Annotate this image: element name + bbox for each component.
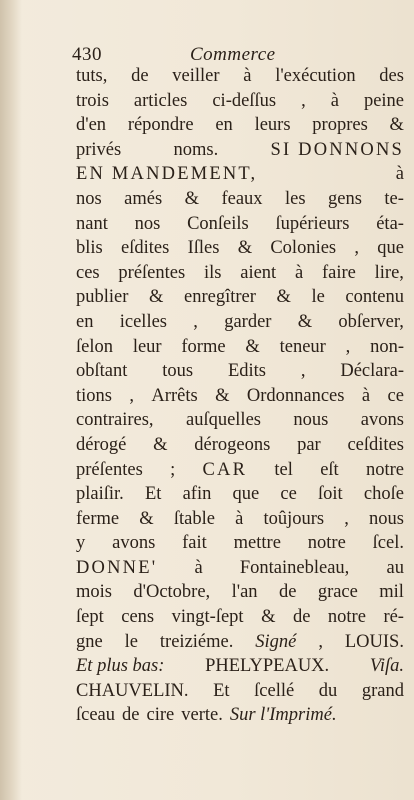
word: garder — [224, 311, 272, 332]
text-line — [76, 335, 404, 360]
word: privés — [76, 139, 122, 160]
word: veiller — [172, 66, 220, 86]
word: & — [297, 311, 313, 332]
word: ré- — [383, 607, 404, 628]
word: Et — [213, 680, 230, 701]
word: de — [122, 705, 140, 726]
word: articles — [133, 90, 188, 111]
word: , — [193, 311, 198, 332]
word: Colonies — [270, 238, 337, 259]
word: à — [294, 262, 304, 283]
word: nous — [293, 410, 329, 431]
word: leur — [132, 336, 162, 357]
word: propres — [312, 115, 368, 136]
word: l'an — [231, 582, 258, 603]
word: ſoit — [318, 484, 343, 505]
word: teneur — [279, 336, 326, 357]
text-line — [76, 162, 404, 187]
word: Sur l'Imprimé. — [229, 705, 337, 726]
word: & — [153, 434, 168, 455]
word: cens — [121, 607, 155, 628]
word: , — [129, 385, 135, 406]
word: Et — [144, 484, 162, 505]
word: à — [361, 385, 371, 406]
word: Ordonnances — [246, 385, 345, 406]
word: notre — [307, 533, 346, 554]
word: mois — [76, 582, 112, 603]
word: Iſles — [187, 238, 220, 259]
word: afin — [182, 484, 212, 505]
word: & — [215, 385, 230, 406]
word: fait — [182, 533, 207, 554]
word: CAR — [202, 459, 248, 480]
word: tions — [76, 385, 112, 406]
word: verte. — [181, 705, 223, 726]
page-gutter-shadow — [0, 0, 22, 800]
word: ſept — [76, 607, 104, 628]
word: , — [354, 238, 360, 259]
text-line — [76, 679, 404, 704]
word: , — [318, 631, 323, 652]
word: choſe — [363, 484, 404, 505]
word: , — [344, 508, 349, 529]
word: obſtant — [76, 361, 128, 382]
word: & — [245, 336, 260, 357]
word: publier — [76, 287, 129, 308]
word: vingt-ſept — [171, 607, 244, 628]
word: dérogeons — [194, 434, 271, 455]
word: en — [215, 115, 233, 136]
word: préſentes — [118, 262, 186, 283]
word: auſquelles — [185, 410, 261, 431]
word: au — [386, 557, 404, 578]
word: tuts, — [76, 66, 108, 86]
word: à — [243, 66, 252, 86]
word: feaux — [221, 188, 263, 209]
word: EN MANDEMENT, — [76, 164, 258, 185]
word: grand — [361, 680, 404, 701]
word: CHAUVELIN. — [76, 680, 189, 701]
word: en — [76, 311, 94, 332]
word: ce — [280, 484, 297, 505]
word: à — [235, 508, 244, 529]
word: trois — [76, 90, 109, 111]
word: ils — [203, 262, 222, 283]
word: les — [285, 188, 306, 209]
page-number: 430 — [72, 44, 102, 65]
text-line — [76, 187, 404, 212]
word: notre — [365, 459, 404, 480]
word: Fontainebleau, — [239, 557, 350, 578]
word: & — [139, 508, 154, 529]
word: mettre — [233, 533, 281, 554]
word: plaiſir. — [76, 484, 124, 505]
word: & — [389, 115, 404, 136]
word: le — [124, 631, 138, 652]
word: contenu — [345, 287, 404, 308]
text-line — [76, 433, 404, 458]
word: avons — [360, 410, 404, 431]
text-line — [76, 384, 404, 409]
word: préſentes — [76, 459, 143, 480]
text-line — [76, 458, 404, 483]
word: ces — [76, 262, 100, 283]
text-line — [76, 89, 404, 114]
text-line — [76, 310, 404, 335]
word: dérogé — [76, 434, 127, 455]
word: ſelon — [76, 336, 113, 357]
word: , — [345, 336, 351, 357]
word: peine — [363, 90, 404, 111]
word: Arrêts — [151, 385, 198, 406]
word: gne — [76, 631, 103, 652]
word: ferme — [76, 508, 120, 529]
word: & — [261, 607, 276, 628]
word: DONNE' — [76, 557, 158, 578]
word: d'en — [76, 115, 107, 136]
text-line — [76, 138, 404, 163]
word: , — [300, 361, 306, 382]
word: éta- — [376, 213, 404, 234]
text-line — [76, 482, 404, 507]
text-line — [76, 507, 404, 532]
word: ceſdites — [347, 434, 404, 455]
word: ; — [170, 459, 176, 480]
word: que — [232, 484, 260, 505]
word: contraires, — [76, 410, 154, 431]
word: te- — [384, 188, 404, 209]
word: leurs — [254, 115, 291, 136]
text-line — [76, 359, 404, 384]
word: ci-deſſus — [212, 90, 277, 111]
running-title: Commerce — [190, 44, 276, 65]
word: ſupérieurs — [275, 213, 350, 234]
word: d'Octobre, — [133, 582, 211, 603]
word: amés — [124, 188, 163, 209]
word: de — [131, 66, 149, 86]
word: gens — [328, 188, 362, 209]
word: & — [149, 287, 164, 308]
word: icelles — [119, 311, 168, 332]
word: à — [330, 90, 339, 111]
text-line — [76, 654, 404, 679]
word: blis — [76, 238, 103, 259]
text-line — [76, 285, 404, 310]
word: cire — [146, 705, 175, 726]
word: PHELYPEAUX. — [205, 656, 330, 677]
word: nos — [134, 213, 161, 234]
word: avons — [112, 533, 156, 554]
body-text — [76, 64, 404, 728]
word: nous — [369, 508, 404, 529]
word: répondre — [127, 115, 194, 136]
word: ſtable — [173, 508, 215, 529]
word: obſerver, — [338, 311, 404, 332]
word: & — [184, 188, 200, 209]
word: Viſa. — [369, 656, 404, 677]
word: ce — [387, 385, 404, 406]
word: ſcel. — [372, 533, 404, 554]
word: grace — [317, 582, 358, 603]
word: Et plus bas: — [76, 656, 165, 677]
word: à — [395, 164, 404, 185]
word: mil — [379, 582, 404, 603]
word: par — [297, 434, 321, 455]
word: du — [318, 680, 338, 701]
word: Edits — [227, 361, 266, 382]
word: noms. — [173, 139, 219, 160]
word: à — [194, 557, 203, 578]
word: enregîtrer — [183, 287, 256, 308]
word: aient — [240, 262, 277, 283]
text-line — [76, 531, 404, 556]
word: ſcellé — [254, 680, 295, 701]
word: LOUIS. — [344, 631, 404, 652]
word: ſceau — [76, 705, 116, 726]
word: , — [301, 90, 306, 111]
text-line — [76, 408, 404, 433]
word: le — [311, 287, 325, 308]
text-line — [76, 580, 404, 605]
text-line — [76, 605, 404, 630]
word: que — [377, 238, 404, 259]
word: y — [76, 533, 86, 554]
word: toûjours — [263, 508, 325, 529]
word: & — [237, 238, 253, 259]
text-line — [76, 556, 404, 581]
word: l'exécution — [275, 66, 356, 86]
text-line — [76, 64, 404, 89]
word: de — [292, 607, 311, 628]
text-line — [76, 630, 404, 655]
word: notre — [327, 607, 366, 628]
word: eſdites — [121, 238, 170, 259]
text-line — [76, 212, 404, 237]
word: treiziéme. — [159, 631, 234, 652]
word: non- — [370, 336, 404, 357]
word: de — [278, 582, 297, 603]
word: nos — [76, 188, 102, 209]
word: & — [276, 287, 291, 308]
word: forme — [181, 336, 226, 357]
word: tous — [162, 361, 194, 382]
word: Déclara- — [340, 361, 404, 382]
text-line — [76, 261, 404, 286]
word: Conſeils — [187, 213, 249, 234]
word: tel — [274, 459, 293, 480]
word: lire, — [374, 262, 404, 283]
text-line — [76, 703, 404, 728]
word: des — [379, 66, 404, 86]
word: faire — [321, 262, 356, 283]
text-line — [76, 113, 404, 138]
word: SI DONNONS — [270, 139, 404, 160]
text-line — [76, 236, 404, 261]
word: eſt — [320, 459, 339, 480]
word: Signé — [255, 631, 297, 652]
word: nant — [76, 213, 108, 234]
